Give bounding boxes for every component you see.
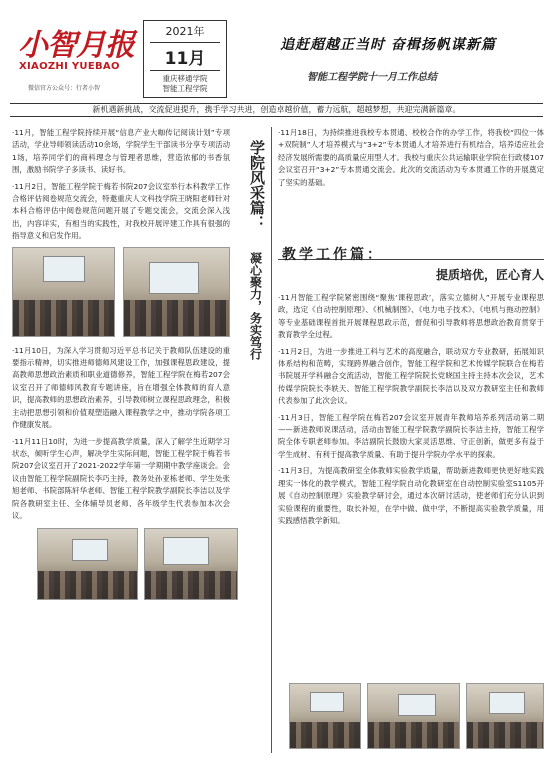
article-paragraph: ·11月，智能工程学院持续开展“信息产业大咖传记阅读计划”专项活动，学业导师领读活动10余场，学院学生干部读书分享专项活动1场，培养同学们的商科理念与管理者思维，营造浓郁的书香氛围，激励书院学子多读书、读好书。 xyxy=(12,128,230,175)
masthead-logo: 小智月报 xyxy=(18,28,134,63)
section-subtitle: 提质培优，匠心育人 xyxy=(435,268,544,282)
vertical-section-title xyxy=(244,140,266,230)
right-column xyxy=(278,292,544,531)
lab-photo xyxy=(289,683,361,749)
article-paragraph: ·11月18日，为持续推进我校专本贯通、校校合作的办学工作，将我校“四位一体+双院制”人才培养模式与“3+2”专本贯通人才培养进行有机结合，培养适应社会经济发展所需要的高质量应用型人才。我校与重庆公共运输职业学院在行政楼107会议室召开“3+2”专本贯通交流会。此次的交流活动为专本贯通工作的开展奠定了坚实的基础。 xyxy=(278,128,544,187)
article-paragraph: ·11月10日，为深入学习贯彻习近平总书记关于教师队伍建设的重要指示精神，切实推进师德师风建设工作，加强课程思政建设，提高教师思想政治素质和职业道德修养，智能工程学院在梅若207会议室召开了师德师风教育专题讲座，旨在增强全体教师的育人意识，提高教师的思想政治素养，引导教师树立课程思政理念，积极主动把思想引领和价值观塑造融入课程教学之中，推动学院各项工作健康发展。 xyxy=(12,345,230,430)
meeting-photo xyxy=(144,528,238,600)
photo-row xyxy=(289,683,544,753)
article-paragraph: ·11月2日，为进一步推进工科与艺术的高度融合，联动双方专业教研，拓展知识体系结构和范畴，实现跨界融合创作，智能工程学院和艺术传媒学院联合在梅若书院展开学科融合交流活动，智能工程学院院长党晓国主持主持本次会议，艺术传媒学院院长李轶天、智能工程学院教学副院长李洁以及双方教研室主任和教师代表参加了此次会议。 xyxy=(278,346,544,406)
meeting-photo xyxy=(123,247,230,337)
wechat-account-label: 微信官方公众号：行者小智 xyxy=(28,85,101,92)
article-paragraph: ·11月2日，智能工程学院于梅若书院207会议室举行本科教学工作合格评估阅卷规范交流会，特邀重庆人文科技学院王晓阳老师针对本科合格评估中阅卷规范问题开展了专题交流会，交流会深入浅出，内容详实，有相当的实践性，对我校开展评建工作具有很强的指导意义和启发作用。 xyxy=(12,181,230,241)
issue-month: 11月 xyxy=(150,42,220,71)
article-paragraph: ·11月3日，为提高教研室全体教师实验教学质量，帮助新进教师更快更好地实践理实一体化的教学模式，智能工程学院自动化教研室在自动控制实验室S1105开展《自动控制原理》实验教学研讨会，通过本次研讨活动，使老师们充分认识到实验课程的重要性，取长补短，在学中做、做中学，不断提高实验教学质量，用实践感悟教学新知。 xyxy=(278,466,544,525)
photo-row xyxy=(12,528,230,600)
issue-year: 2021年 xyxy=(165,25,205,38)
lab-photo xyxy=(466,683,544,749)
article-paragraph: ·11月智能工程学院紧密围绕“聚焦‘课程思政’，落实立德树人”开展专业课程思政，选定《自动控制原理》、《机械制图》、《电力电子技术》、《电机与拖动控制》等专业基础课程首批开展课程思政示范，督促和引导教师将思想政治教育贯穿于教育教学全过程。 xyxy=(278,293,544,340)
section-title: 教学工作篇： xyxy=(282,247,384,263)
issue-box xyxy=(143,20,227,98)
left-column xyxy=(12,127,230,600)
column-divider xyxy=(271,127,272,753)
vertical-title-main: 学院风采篇： xyxy=(248,140,266,230)
vertical-section-subtitle xyxy=(244,252,266,360)
article-paragraph: ·11月11日10时，为进一步提高教学质量，深入了解学生近期学习状态，倾听学生心声，解决学生实际问题，智能工程学院于梅若书院207会议室召开了2021-2022学年第一学期期中教学座谈会。会议由智能工程学院副院长李巧主持，教务处孙亚栋老师、学生处张旭老师、书院部陈轩华老师、智能工程学院教学副院长李洁以及学院各教研室主任、全体辅导员老师、各年级学生代表参加本次会议。 xyxy=(12,436,230,520)
issue-org-line2: 智能工程学院 xyxy=(162,84,208,93)
meeting-photo xyxy=(37,528,138,600)
issue-org-line1: 重庆移通学院 xyxy=(162,74,208,83)
right-column-intro xyxy=(278,127,544,193)
meeting-photo xyxy=(12,247,115,337)
masthead-english-name: XIAOZHI YUEBAO xyxy=(19,61,120,72)
photo-row xyxy=(12,247,230,337)
article-paragraph: ·11月3日，智能工程学院在梅若207会议室开展青年教师培养系列活动第二期——新进教师说课活动，活动由智能工程学院教学副院长李洁主持，智能工程学院全体专职老师参加。李洁副院长鼓励大家灵活思维、守正创新，做更多有益于学生成材、有利于提高教学质量、有助于提升学院办学水平的探索。 xyxy=(278,412,544,459)
vertical-title-sub: 凝心聚力，务实笃行 xyxy=(248,252,263,360)
lab-photo xyxy=(367,683,460,749)
header-slogan: 追赶超越正当时 奋楫扬帆谋新篇 xyxy=(280,37,496,53)
issue-org xyxy=(144,74,226,94)
header-subtitle: 智能工程学院十一月工作总结 xyxy=(307,72,437,83)
banner-strip: 新机遇新挑战，交流促进提升，携手学习共进，创造卓越价值，蓄力远航，超越梦想，共迎完满新篇章。 xyxy=(10,103,543,117)
